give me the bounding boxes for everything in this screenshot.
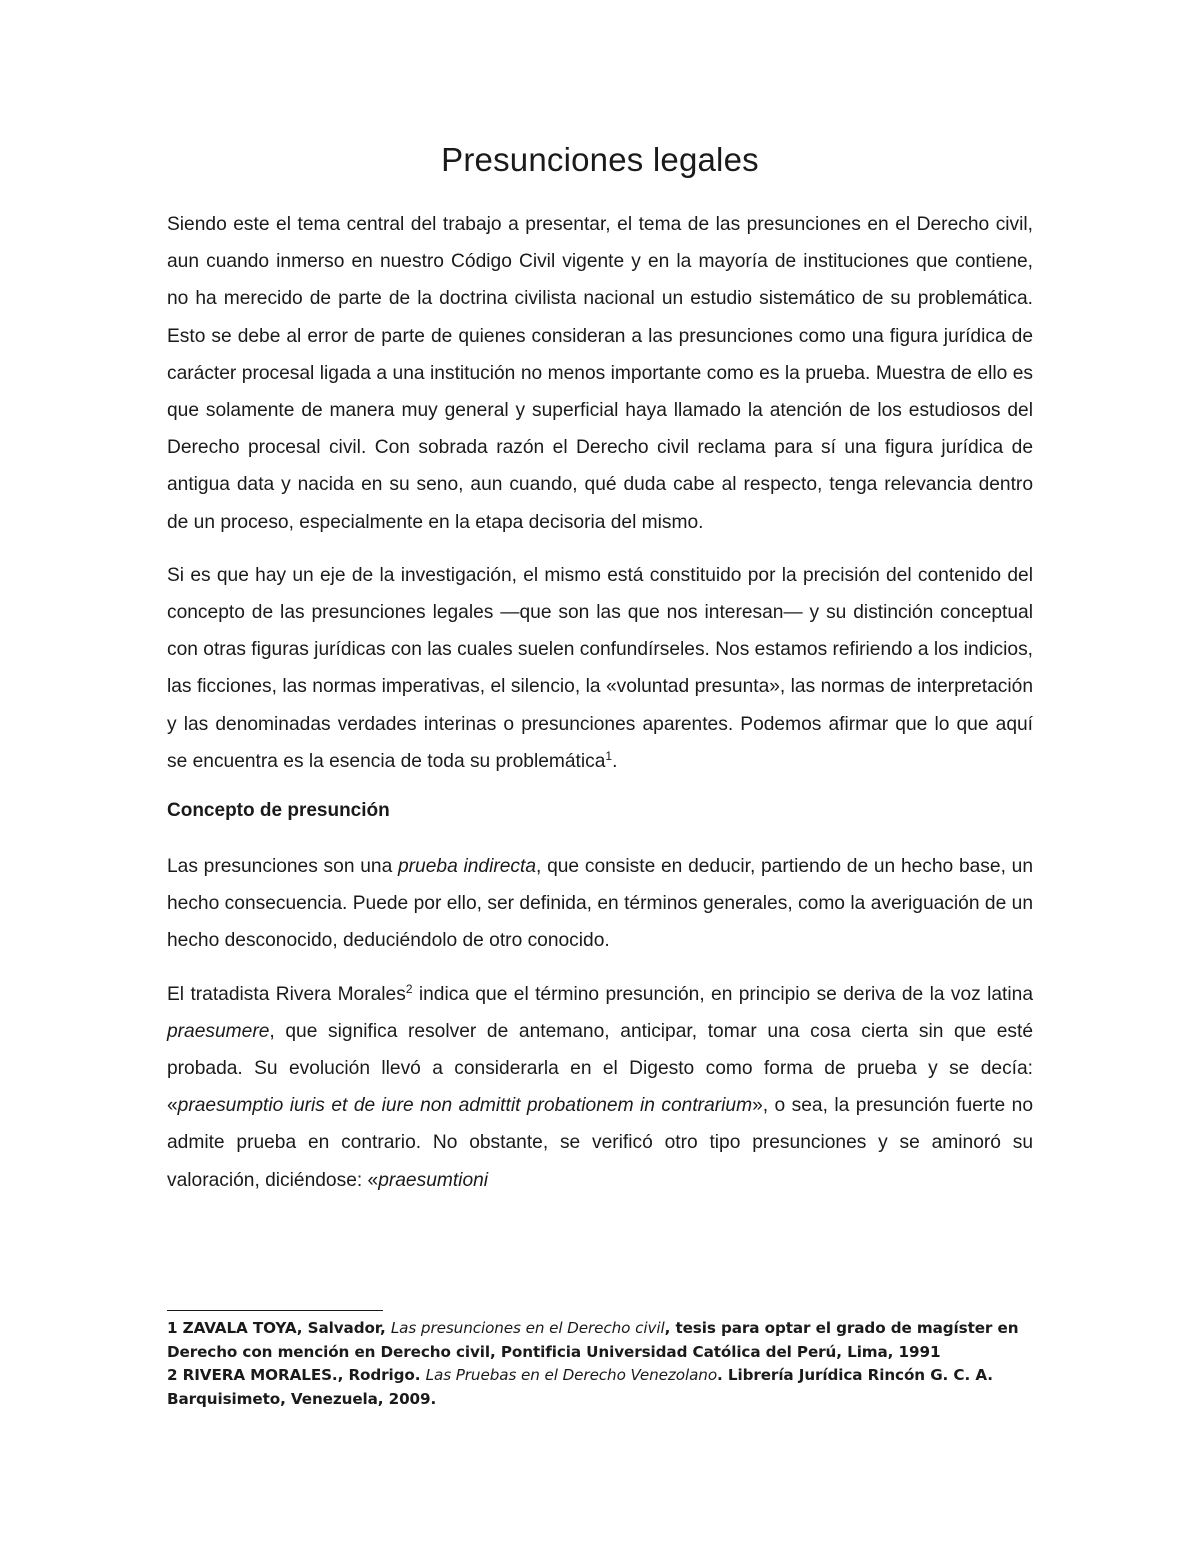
footnote-1-rest: , tesis para optar el grado de magíster en Derecho con mención en Derecho civil, Pontificia Universidad Católica del Perú, Lima, 1991 — [167, 1319, 1019, 1361]
footnote-2-italic: Las Pruebas en el Derecho Venezolano — [425, 1366, 718, 1384]
footnotes-section — [167, 1310, 1033, 1411]
paragraph-rivera-part3: , que significa resolver de antemano, anticipar, tomar una cosa cierta sin que esté probada. Su evolución llevó a considerarla en el Digesto como forma de prueba y se decía: « — [167, 1020, 1033, 1117]
paragraph-rivera-part4: », o sea, la presunción fuerte no admite prueba en contrario. No obstante, se verificó otro tipo presunciones y se aminoró su valoración, diciéndose: « — [167, 1095, 1033, 1191]
paragraph-rivera-italic2: praesumptio iuris et de iure non admittit probationem in contrarium — [177, 1095, 753, 1117]
footnote-2-lead: 2 RIVERA MORALES., Rodrigo. — [167, 1366, 426, 1384]
paragraph-rivera-part2: indica que el término presunción, en principio se deriva de la voz latina — [412, 983, 1033, 1005]
paragraph-intro: Siendo este el tema central del trabajo a presentar, el tema de las presunciones en el Derecho civil, aun cuando inmerso en nuestro Código Civil vigente y en la mayoría de instituciones que contiene, no ha merecido de parte de la doctrina civilista nacional un estudio sistemático de su problemática. Esto se debe al error de parte de quienes consideran a las presunciones como una figura jurídica de carácter procesal ligada a una institución no menos importante como es la prueba. Muestra de ello es que solamente de manera muy general y superficial haya llamado la atención de los estudiosos del Derecho procesal civil. Con sobrada razón el Derecho civil reclama para sí una figura jurídica de antigua data y nacida en su seno, aun cuando, qué duda cabe al respecto, tenga relevancia dentro de un proceso, especialmente en la etapa decisoria del mismo. — [167, 214, 1033, 533]
footnote-1 — [167, 1317, 1033, 1364]
paragraph-axis — [167, 557, 1033, 780]
paragraph-rivera-italic1: praesumere — [167, 1020, 270, 1042]
footnote-1-italic: Las presunciones en el Derecho civil — [390, 1319, 665, 1337]
paragraph-rivera-italic3: praesumtioni — [378, 1169, 489, 1191]
paragraph-rivera — [167, 976, 1033, 1199]
footnote-1-lead: 1 ZAVALA TOYA, Salvador, — [167, 1319, 391, 1337]
document-title: Presunciones legales — [441, 141, 759, 178]
paragraph-axis-text: Si es que hay un eje de la investigación, el mismo está constituido por la precisión del contenido del concepto de las presunciones legales —que son las que nos interesan— y su distinción conceptual con otras figuras jurídicas con las cuales suelen confundírseles. Nos estamos refiriendo a los indicios, las ficciones, las normas imperativas, el silencio, la «voluntad presunta», las normas de interpretación y las denominadas verdades interinas o presunciones aparentes. Podemos afirmar que lo que aquí se encuentra es la esencia de toda su problemática — [167, 564, 1034, 772]
footnote-ref-1[interactable]: 1 — [605, 748, 613, 763]
document-body — [167, 138, 1033, 1215]
paragraph-definition-part1: Las presunciones son una — [167, 856, 398, 878]
paragraph-rivera-part1: El tratadista Rivera Morales — [167, 983, 406, 1005]
footnote-separator — [167, 1310, 383, 1311]
footnote-ref-2[interactable]: 2 — [405, 981, 413, 996]
paragraph-definition — [167, 848, 1033, 960]
footnote-2-rest: . Librería Jurídica Rincón G. C. A. Barquisimeto, Venezuela, 2009. — [167, 1366, 993, 1408]
paragraph-definition-part2: , que consiste en deducir, partiendo de un hecho base, un hecho consecuencia. Puede por ello, ser definida, en términos generales, como la averiguación de un hecho desconocido, deduciéndolo de otro conocido. — [167, 856, 1033, 952]
paragraph-axis-end: . — [612, 750, 618, 772]
section-heading: Concepto de presunción — [167, 800, 390, 822]
paragraph-definition-italic: prueba indirecta — [398, 856, 537, 878]
footnote-2 — [167, 1364, 1033, 1411]
